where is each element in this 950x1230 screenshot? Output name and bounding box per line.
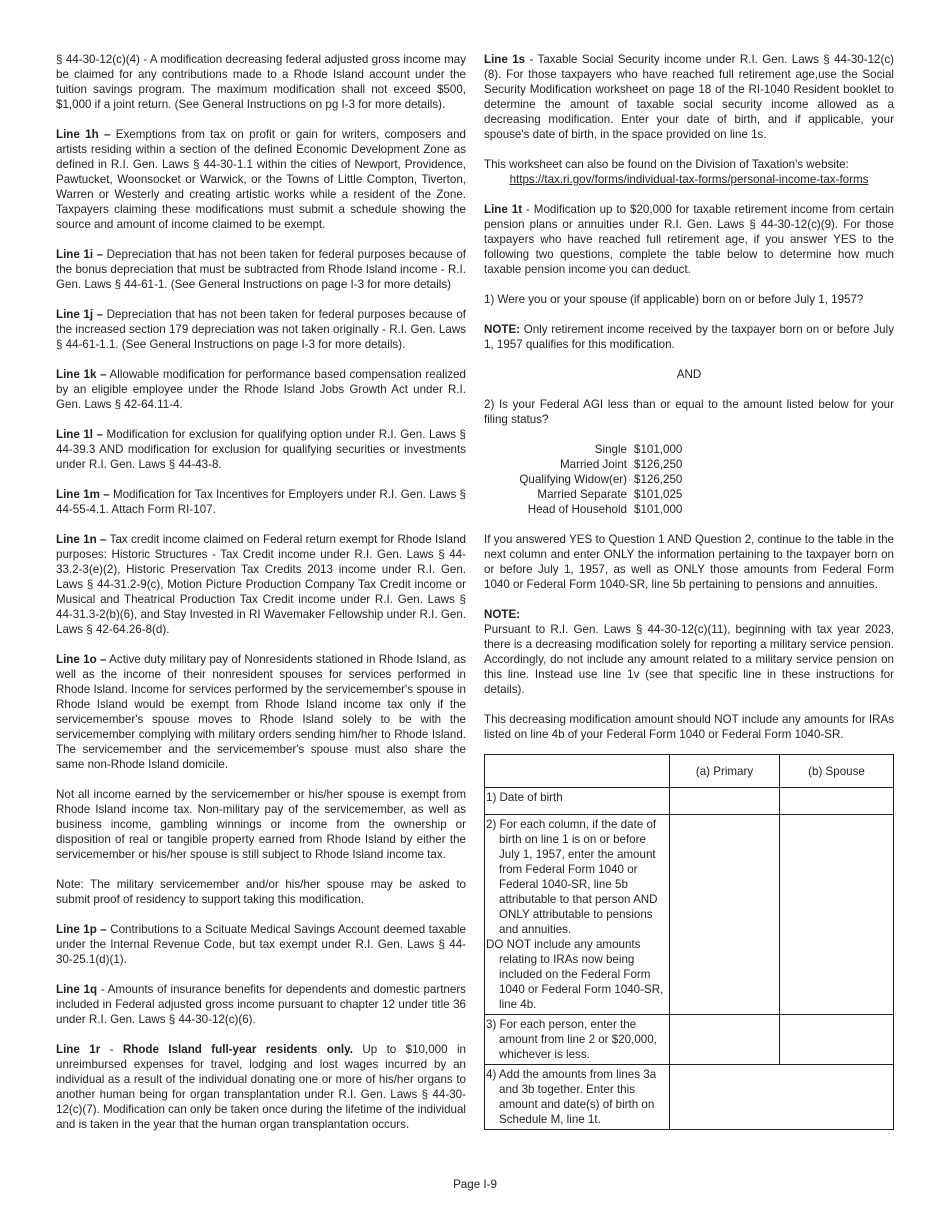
pension-amount-label-cell	[485, 815, 670, 1015]
total-amount-cell[interactable]	[670, 1065, 894, 1130]
total-label-cell	[485, 1065, 670, 1130]
primary-column-header: (a) Primary	[670, 755, 780, 788]
line-1t-paragraph	[484, 202, 894, 277]
line-1m-paragraph	[56, 487, 466, 517]
date-of-birth-label: 1) Date of birth	[486, 791, 563, 804]
line-1k-label: Line 1k –	[56, 368, 107, 381]
line-1h-paragraph	[56, 127, 466, 232]
total-label: 4) Add the amounts from lines 3a and 3b together. Enter this amount and date(s) of birth on Schedule M, line 1t.	[486, 1068, 657, 1126]
line-1j-text: Depreciation that has not been taken for federal purposes because of the increased section 179 depreciation was not taken originally - R.I. Gen. Laws § 44-61-1.1. (See General Instructions on page I-3 for more details).	[56, 308, 466, 351]
pension-worksheet-table	[484, 754, 894, 1130]
line-1p-label: Line 1p –	[56, 923, 107, 936]
filing-status-row	[484, 502, 894, 517]
line-1o-text: Active duty military pay of Nonresidents stationed in Rhode Island, as well as the income of their nonresident spouses for services performed in Rhode Island. Income for services performed by the servicemember's spouse in Rhode Island would be exempt from Rhode Island income tax only if the servicemember's spouse moves to Rhode Island solely to be with the servicemember complying with military orders sending him/her to Rhode Island. The servicemember and the servicemember's spouse must also share the same non-Rhode Island domicile.	[56, 653, 466, 771]
line-1j-label: Line 1j –	[56, 308, 104, 321]
spouse-date-of-birth-cell[interactable]	[780, 788, 894, 815]
line-1s-paragraph	[484, 52, 894, 142]
lesser-amount-label: 3) For each person, enter the amount from line 2 or $20,000, whichever is less.	[486, 1018, 657, 1061]
line-1t-text: - Modification up to $20,000 for taxable retirement income from certain pension plans or annuities under R.I. Gen. Laws § 44-30-12(c)(9). For those taxpayers who have reached full retirement age, if you answer YES to the following two questions, complete the table below to determine how much taxable pension income you can deduct.	[484, 203, 894, 276]
table-row	[485, 1015, 894, 1065]
note-paragraph	[484, 322, 894, 352]
left-column	[56, 52, 466, 1147]
table-row	[485, 815, 894, 1015]
filing-status-name: Head of Household	[527, 503, 627, 516]
line-1q-paragraph	[56, 982, 466, 1027]
page-number: Page I-9	[453, 1178, 497, 1191]
military-note-paragraph: Note: The military servicemember and/or his/her spouse may be asked to submit proof of residency to support taking this modification.	[56, 878, 466, 906]
primary-date-of-birth-cell[interactable]	[670, 788, 780, 815]
spouse-pension-amount-cell[interactable]	[780, 815, 894, 1015]
table-row	[485, 1065, 894, 1130]
line-1h-label: Line 1h –	[56, 128, 111, 141]
line-1k-text: Allowable modification for performance based compensation realized by an eligible employee under the Rhode Island Jobs Growth Act under R.I. Gen. Laws § 42-64.11-4.	[56, 368, 466, 411]
filing-status-row	[484, 487, 894, 502]
line-1t-label: Line 1t	[484, 203, 523, 216]
spouse-column-header: (b) Spouse	[780, 755, 894, 788]
note2-label: NOTE:	[484, 608, 521, 621]
line-1n-label: Line 1n –	[56, 533, 107, 546]
and-separator: AND	[676, 368, 702, 381]
filing-status-row	[484, 472, 894, 487]
line-1o-label: Line 1o –	[56, 653, 107, 666]
filing-status-amount: $126,250	[634, 473, 683, 486]
line-1q-text: - Amounts of insurance benefits for dependents and domestic partners included in Federal adjusted gross income pursuant to chapter 12 under title 36 under R.I. Gen. Laws § 44-30-12(c)(6).	[56, 983, 466, 1026]
line-1j-paragraph	[56, 307, 466, 352]
line-1r-paragraph	[56, 1042, 466, 1132]
right-column	[484, 52, 894, 1130]
question-2: 2) Is your Federal AGI less than or equal to the amount listed below for your filing status?	[484, 398, 894, 426]
note2-paragraph	[484, 607, 894, 697]
spouse-lesser-amount-cell[interactable]	[780, 1015, 894, 1065]
ira-note-paragraph: This decreasing modification amount should NOT include any amounts for IRAs listed on line 4b of your Federal Form 1040 or Federal Form 1040-SR.	[484, 713, 894, 741]
website-paragraph	[484, 157, 894, 187]
question-1: 1) Were you or your spouse (if applicable) born on or before July 1, 1957?	[484, 293, 864, 306]
filing-status-amount: $101,000	[634, 443, 683, 456]
filing-status-name: Single	[594, 443, 627, 456]
table-corner-cell	[485, 755, 670, 788]
line-1r-label: Line 1r	[56, 1043, 101, 1056]
line-1n-paragraph	[56, 532, 466, 637]
date-of-birth-label-cell	[485, 788, 670, 815]
line-1i-text: Depreciation that has not been taken for federal purposes because of the bonus depreciation that must be subtracted from Rhode Island income - R.I. Gen. Laws § 44-61-1. (See General Instructions on page I-3 for more details)	[56, 248, 466, 291]
filing-status-amount: $101,000	[634, 503, 683, 516]
line-1p-paragraph	[56, 922, 466, 967]
filing-status-row	[484, 457, 894, 472]
line-1r-separator: -	[100, 1043, 123, 1056]
table-row	[485, 788, 894, 815]
line-1i-label: Line 1i –	[56, 248, 104, 261]
table-header-row	[485, 755, 894, 788]
line-1p-text: Contributions to a Scituate Medical Savings Account deemed taxable under the Internal Revenue Code, but tax exempt under R.I. Gen. Laws § 44-30-25.1(d)(1).	[56, 923, 466, 966]
line-1s-text: - Taxable Social Security income under R.I. Gen. Laws § 44-30-12(c)(8). For those taxpayers who have reached full retirement age,use the Social Security Modification worksheet on page 18 of the RI-1040 Resident booklet to determine the amount of taxable social security income allowed as a decreasing modification. Enter your date of birth, and if applicable, your spouse's date of birth, in the space provided on line 1s.	[484, 53, 894, 141]
filing-status-name: Qualifying Widow(er)	[519, 473, 627, 486]
filing-status-list	[484, 442, 894, 517]
line-1l-text: Modification for exclusion for qualifying option under R.I. Gen. Laws § 44-39.3 AND modification for exclusion for qualifying securities or investments under R.I. Gen. Laws § 44-43-8.	[56, 428, 466, 471]
line-1i-paragraph	[56, 247, 466, 292]
filing-status-name: Married Separate	[537, 488, 627, 501]
filing-status-amount: $101,025	[634, 488, 683, 501]
tax-forms-link[interactable]: https://tax.ri.gov/forms/individual-tax-forms/personal-income-tax-forms	[509, 173, 869, 186]
line-1l-paragraph	[56, 427, 466, 472]
if-yes-paragraph: If you answered YES to Question 1 AND Question 2, continue to the table in the next column and enter ONLY the information pertaining to the taxpayer born on or before July 1, 1957, as well as ONLY those amounts from Federal Form 1040 or Federal Form 1040-SR, line 5b pertaining to pensions and annuities.	[484, 533, 894, 591]
tuition-savings-paragraph: § 44-30-12(c)(4) - A modification decreasing federal adjusted gross income may be claimed for any contributions made to a Rhode Island account under the tuition savings program. The maximum modification shall not exceed $500, $1,000 if a joint return. (See General Instructions on pg I-3 for more details).	[56, 53, 466, 111]
worksheet-website-text: This worksheet can also be found on the Division of Taxation's website:	[484, 158, 849, 171]
filing-status-amount: $126,250	[634, 458, 683, 471]
line-1r-bold-text: Rhode Island full-year residents only.	[122, 1043, 353, 1056]
line-1q-label: Line 1q	[56, 983, 98, 996]
note-label: NOTE:	[484, 323, 521, 336]
ira-exclusion-note: DO NOT include any amounts relating to IRAs now being included on the Federal Form 1040 or Federal Form 1040-SR, line 4b.	[486, 938, 664, 1011]
line-1k-paragraph	[56, 367, 466, 412]
line-1o-paragraph	[56, 652, 466, 772]
line-1m-text: Modification for Tax Incentives for Employers under R.I. Gen. Laws § 44-55-4.1. Attach Form RI-107.	[56, 488, 466, 516]
filing-status-name: Married Joint	[559, 458, 627, 471]
line-1s-label: Line 1s	[484, 53, 526, 66]
primary-pension-amount-cell[interactable]	[670, 815, 780, 1015]
line-1m-label: Line 1m –	[56, 488, 110, 501]
line-1l-label: Line 1l –	[56, 428, 104, 441]
lesser-amount-label-cell	[485, 1015, 670, 1065]
filing-status-row	[484, 442, 894, 457]
note2-text: Pursuant to R.I. Gen. Laws § 44-30-12(c)(11), beginning with tax year 2023, there is a decreasing modification solely for reporting a military service pension. Accordingly, do not include any amount related to a military service pension on this line. Instead use line 1v (see that specific line in these instructions for details).	[484, 623, 894, 696]
line-1r-text: Up to $10,000 in unreimbursed expenses for travel, lodging and lost wages incurred by an individual as a result of the individual donating one or more of his/her organs to another human being for organ transplantation under R.I. Gen. Laws § 44-30-12(c)(7). Modification can only be taken once during the lifetime of the individual and is taken in the year that the human organ transplantation occurs.	[56, 1043, 466, 1131]
note-text: Only retirement income received by the taxpayer born on or before July 1, 1957 qualifies for this modification.	[484, 323, 894, 351]
line-1n-text: Tax credit income claimed on Federal return exempt for Rhode Island purposes: Historic Structures - Tax Credit income under R.I. Gen. Laws § 44-33.2-3(e)(2), Historic Preservation Tax Credits 2013 income under R.I. Gen. Laws § 44-31.2-9(c), Motion Picture Production Company Tax Credit income or Musical and Theatrical Production Tax Credit income under R.I. Gen. Laws § 44-31.3-2(b)(6), and Stay Invested in RI Wavemaker Fellowship under R.I. Gen. Laws § 42-64.26-8(d).	[56, 533, 466, 636]
pension-amount-label: 2) For each column, if the date of birth on line 1 is on or before July 1, 1957, enter the amount from Federal Form 1040 or Federal 1040-SR, line 5b attributable to that person AND ONLY attributable to pensions and annuities.	[486, 818, 658, 936]
line-1h-text: Exemptions from tax on profit or gain for writers, composers and artists residing within a section of the defined Economic Development Zone as defined in R.I. Gen. Laws § 44-30-1.1 within the cities of Newport, Providence, Pawtucket, Woonsocket or Warwick, or the Towns of Little Compton, Tiverton, Warren or Westerly and creating artistic works while a resident of the Zone. Taxpayers claiming these modifications must submit a schedule showing the source and amount of income claimed to be exempt.	[56, 128, 466, 231]
primary-lesser-amount-cell[interactable]	[670, 1015, 780, 1065]
not-all-income-paragraph: Not all income earned by the servicemember or his/her spouse is exempt from Rhode Island income tax. Non-military pay of the servicemember, as well as business income, gambling winnings or income from the ownership or disposition of real or tangible property earned from Rhode Island by either the servicemember or his/her spouse is still subject to Rhode Island income tax.	[56, 788, 466, 861]
